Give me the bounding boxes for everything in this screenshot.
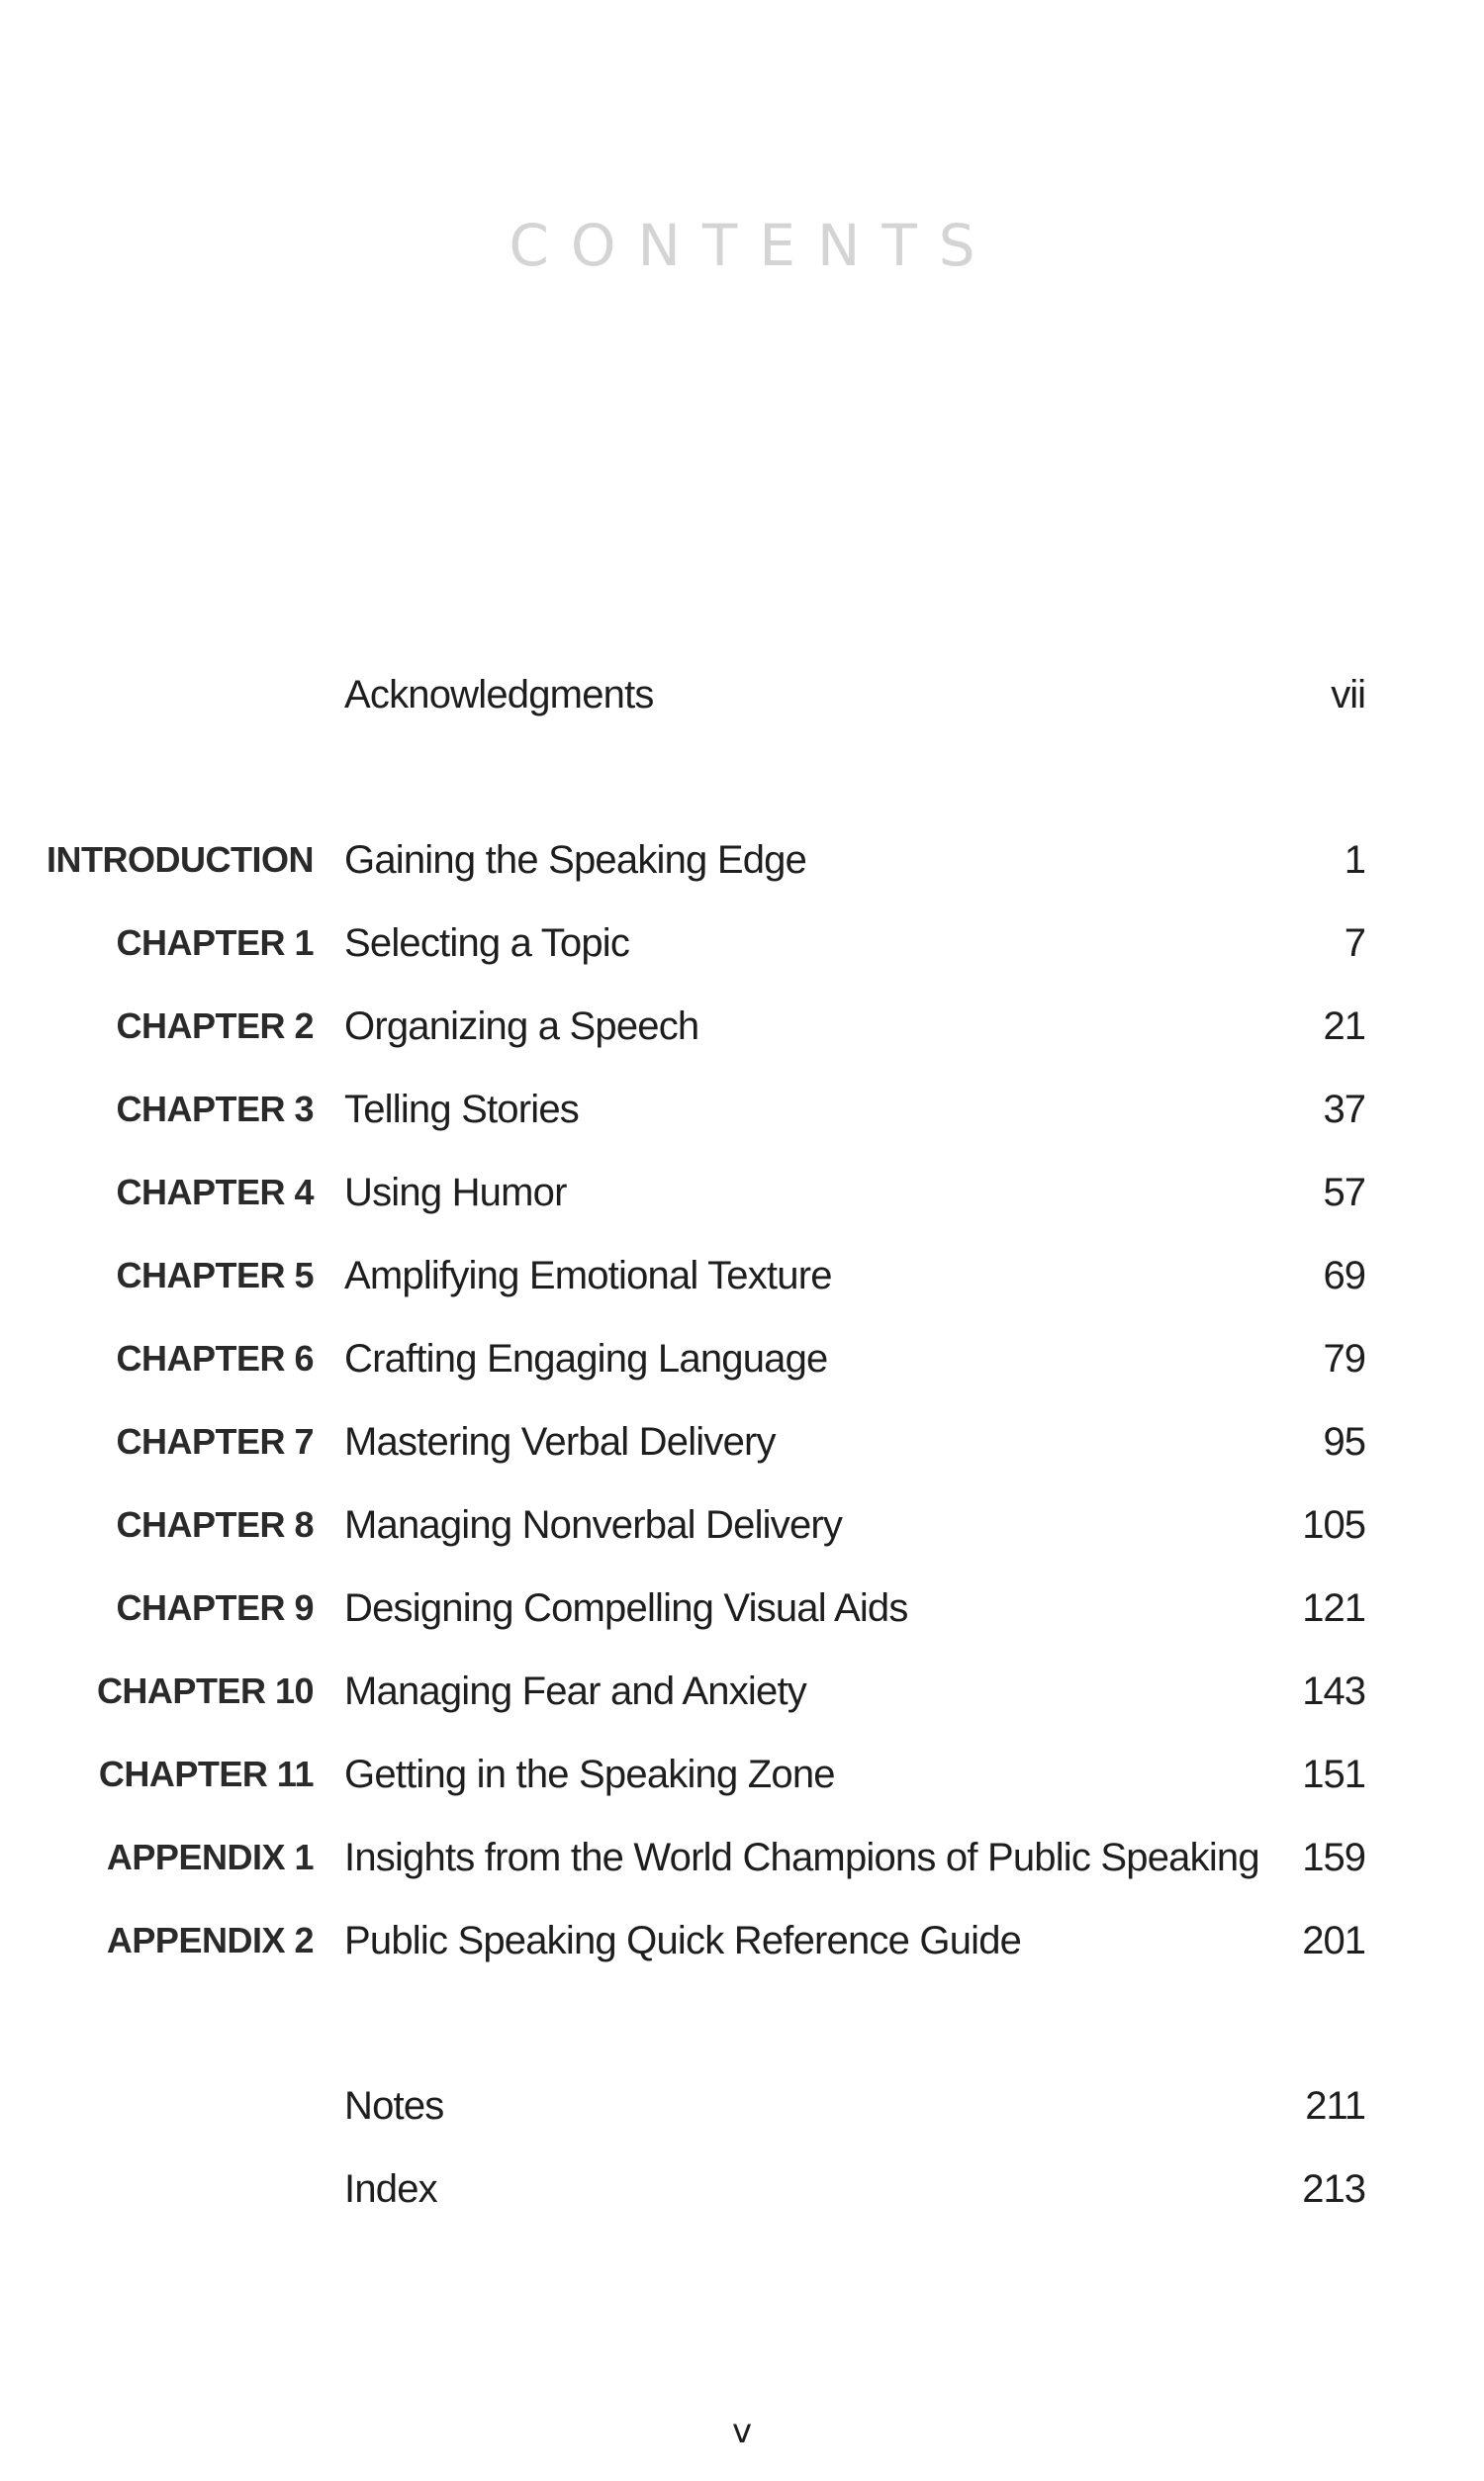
toc-entry-title: Managing Nonverbal Delivery — [344, 1503, 843, 1547]
toc-entry-title: Getting in the Speaking Zone — [344, 1753, 835, 1796]
toc-entry-notes[interactable] — [0, 2076, 1484, 2136]
toc-entry-chapter-5[interactable] — [0, 1246, 1484, 1305]
toc-entry-label: CHAPTER 6 — [116, 1338, 314, 1379]
page-title: CONTENTS — [509, 212, 997, 279]
toc-entry-title: Acknowledgments — [344, 673, 654, 716]
toc-entry-chapter-1[interactable] — [0, 913, 1484, 973]
toc-entry-page: 105 — [1302, 1503, 1365, 1547]
toc-entry-title: Mastering Verbal Delivery — [344, 1420, 776, 1464]
toc-entry-page: 213 — [1302, 2167, 1365, 2211]
toc-entry-label: CHAPTER 8 — [116, 1504, 314, 1545]
toc-entry-title: Selecting a Topic — [344, 921, 630, 965]
toc-entry-page: 201 — [1302, 1919, 1365, 1962]
toc-entry-page: 121 — [1302, 1586, 1365, 1630]
toc-entry-page: 37 — [1323, 1088, 1365, 1131]
toc-entry-page: 7 — [1344, 921, 1365, 965]
toc-entry-label: CHAPTER 7 — [116, 1421, 314, 1462]
toc-entry-title: Telling Stories — [344, 1088, 580, 1131]
toc-entry-page: 95 — [1323, 1420, 1365, 1464]
toc-entry-chapter-4[interactable] — [0, 1163, 1484, 1222]
toc-entry-page: 21 — [1323, 1004, 1365, 1048]
toc-entry-page: vii — [1331, 673, 1365, 716]
toc-entry-label: CHAPTER 1 — [116, 922, 314, 963]
toc-entry-chapter-3[interactable] — [0, 1080, 1484, 1139]
toc-entry-title: Gaining the Speaking Edge — [344, 838, 807, 882]
toc-entry-page: 79 — [1323, 1337, 1365, 1381]
toc-entry-page: 1 — [1344, 838, 1365, 882]
toc-entry-title: Insights from the World Champions of Public Speaking — [344, 1836, 1259, 1879]
toc-entry-chapter-9[interactable] — [0, 1578, 1484, 1638]
toc-entry-label: CHAPTER 5 — [116, 1255, 314, 1295]
toc-entry-label: APPENDIX 2 — [106, 1920, 314, 1960]
toc-entry-label: CHAPTER 10 — [96, 1670, 314, 1711]
toc-entry-chapter-7[interactable] — [0, 1412, 1484, 1472]
toc-entry-page: 151 — [1302, 1753, 1365, 1796]
toc-entry-appendix-1[interactable] — [0, 1828, 1484, 1887]
toc-entry-chapter-11[interactable] — [0, 1745, 1484, 1804]
toc-entry-title: Managing Fear and Anxiety — [344, 1670, 806, 1713]
toc-entry-page: 211 — [1305, 2084, 1365, 2128]
toc-entry-title: Using Humor — [344, 1171, 567, 1214]
toc-entry-label: CHAPTER 11 — [98, 1754, 314, 1794]
toc-entry-title: Organizing a Speech — [344, 1004, 699, 1048]
toc-entry-title: Designing Compelling Visual Aids — [344, 1586, 908, 1630]
toc-entry-chapter-6[interactable] — [0, 1329, 1484, 1388]
toc-entry-page: 143 — [1302, 1670, 1365, 1713]
toc-entry-title: Public Speaking Quick Reference Guide — [344, 1919, 1022, 1962]
toc-entry-label: CHAPTER 2 — [116, 1005, 314, 1046]
toc-entry-page: 57 — [1323, 1171, 1365, 1214]
toc-entry-introduction[interactable] — [0, 830, 1484, 890]
toc-entry-acknowledgments[interactable] — [0, 665, 1484, 724]
toc-entry-label: CHAPTER 3 — [116, 1089, 314, 1129]
toc-entry-label: INTRODUCTION — [46, 839, 314, 880]
toc-entry-page: 159 — [1302, 1836, 1365, 1879]
toc-entry-chapter-10[interactable] — [0, 1662, 1484, 1721]
page-number: v — [731, 2412, 753, 2451]
toc-entry-chapter-2[interactable] — [0, 997, 1484, 1056]
toc-entry-title: Crafting Engaging Language — [344, 1337, 828, 1381]
toc-entry-index[interactable] — [0, 2159, 1484, 2219]
toc-entry-appendix-2[interactable] — [0, 1911, 1484, 1970]
toc-entry-title: Index — [344, 2167, 437, 2211]
toc-entry-label: APPENDIX 1 — [106, 1837, 314, 1877]
toc-entry-page: 69 — [1323, 1254, 1365, 1297]
toc-entry-label: CHAPTER 4 — [116, 1172, 314, 1212]
toc-entry-chapter-8[interactable] — [0, 1495, 1484, 1555]
toc-entry-title: Amplifying Emotional Texture — [344, 1254, 832, 1297]
toc-entry-label: CHAPTER 9 — [116, 1587, 314, 1628]
toc-entry-title: Notes — [344, 2084, 444, 2128]
